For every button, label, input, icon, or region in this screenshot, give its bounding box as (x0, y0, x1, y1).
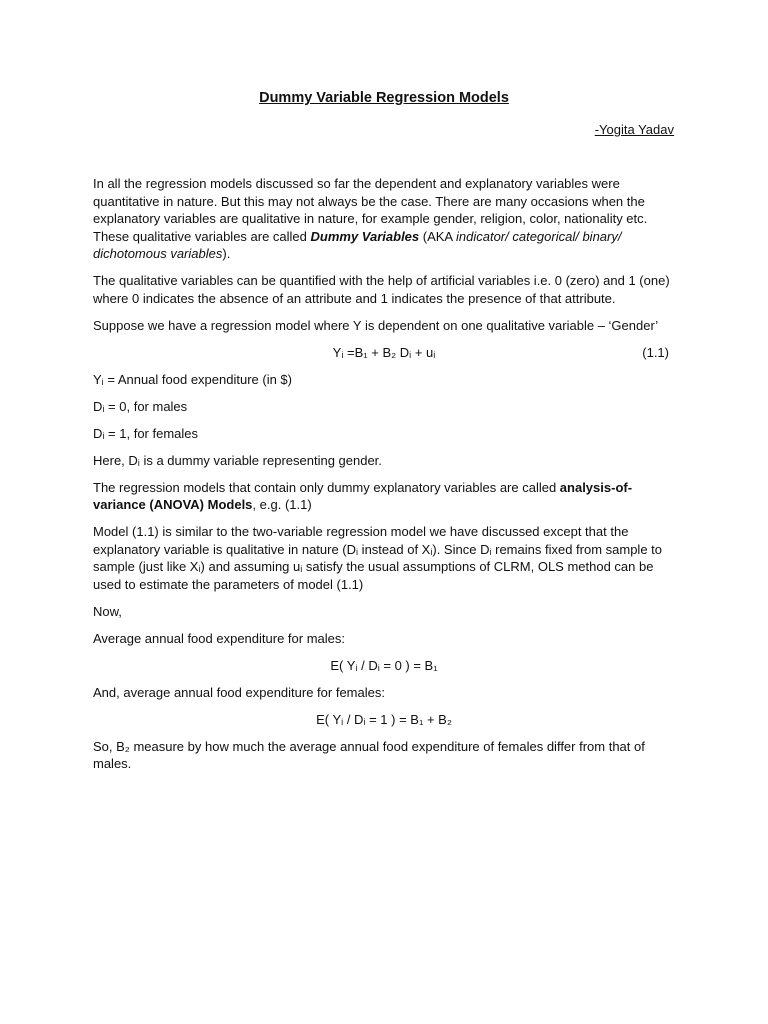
paragraph-anova: The regression models that contain only dummy explanatory variables are called analysis-of-variance (ANOVA) Models, e.g. (1.1) (93, 479, 633, 512)
author-name: -Yogita Yadav (594, 122, 674, 137)
definition-d-males: Dᵢ = 0, for males (93, 398, 188, 414)
document-title: Dummy Variable Regression Models (259, 90, 509, 106)
document-body (93, 175, 675, 782)
paragraph-females-heading: And, average annual food expenditure for females: (93, 684, 385, 700)
equation-females: E( Yᵢ / Dᵢ = 1 ) = B₁ + B₂ (316, 711, 452, 727)
paragraph-intro: In all the regression models discussed so far the dependent and explanatory variables were quantitative in nature. But this may not always be the case. There are many occasions when the explanatory variables are qualitative in nature, for example gender, religion, color, nationality etc. These qualitative variables are called Dummy Variables (AKA indicator/ categorical/ binary/ dichotomous variables). (93, 176, 648, 261)
paragraph-conclusion: So, B₂ measure by how much the average annual food expenditure of females differ from that of males. (93, 738, 645, 771)
equation-1-1 (93, 344, 675, 362)
paragraph-quantify: The qualitative variables can be quantified with the help of artificial variables i.e. 0 (zero) and 1 (one) where 0 indicates the absence of an attribute and 1 indicates the presence of that attribute. (93, 273, 670, 306)
definition-y: Yᵢ = Annual food expenditure (in $) (93, 371, 292, 387)
paragraph-males-heading: Average annual food expenditure for males: (93, 630, 345, 646)
paragraph-now: Now, (93, 603, 122, 619)
equation-text: Yᵢ =B₁ + B₂ Dᵢ + uᵢ (332, 344, 436, 360)
paragraph-dummy-gender: Here, Dᵢ is a dummy variable representing gender. (93, 452, 382, 468)
paragraph-model-intro: Suppose we have a regression model where Y is dependent on one qualitative variable – ‘Gender’ (93, 317, 659, 333)
equation-number: (1.1) (642, 344, 669, 360)
paragraph-model-comparison: Model (1.1) is similar to the two-variable regression model we have discussed except that the explanatory variable is qualitative in nature (Dᵢ instead of Xᵢ). Since Dᵢ remains fixed from sample to sample (just like Xᵢ) and assuming uᵢ satisfy the usual assumptions of CLRM, OLS method can be used to estimate the parameters of model (1.1) (93, 524, 663, 592)
definition-d-females: Dᵢ = 1, for females (93, 425, 199, 441)
equation-males: E( Yᵢ / Dᵢ = 0 ) = B₁ (330, 657, 438, 673)
